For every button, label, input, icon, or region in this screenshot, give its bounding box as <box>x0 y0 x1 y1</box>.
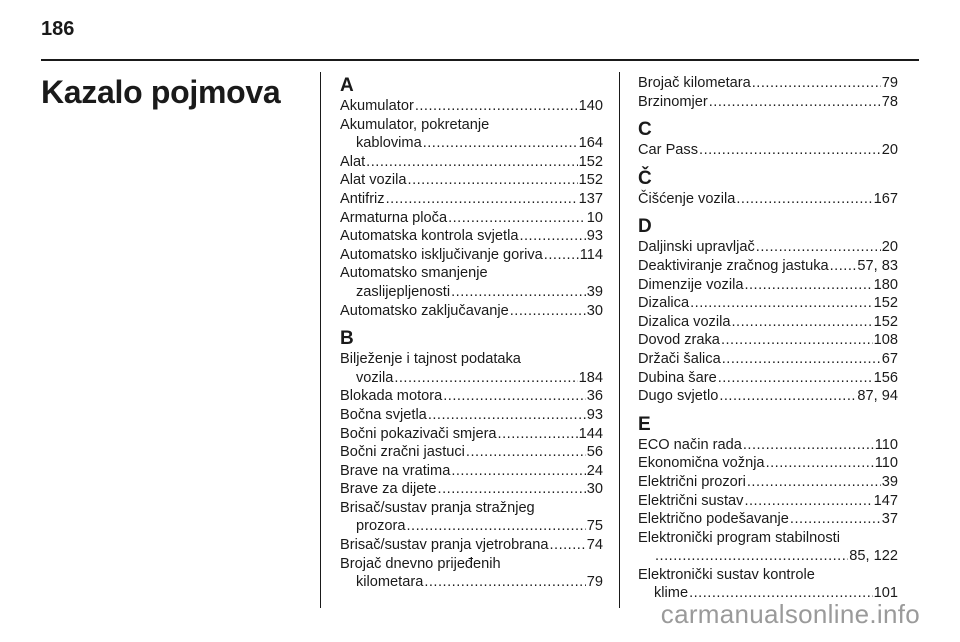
index-item <box>340 153 603 172</box>
entry-term: Brisač/sustav pranja stražnjeg <box>340 499 535 516</box>
leader-dots <box>438 480 586 499</box>
entry-page: 79 <box>586 574 603 591</box>
index-item <box>340 499 603 536</box>
entry-page: 39 <box>586 283 603 300</box>
leader-dots <box>744 276 872 295</box>
index-entry <box>340 283 603 302</box>
index-item <box>638 141 898 160</box>
entry-page: 137 <box>578 190 603 207</box>
leader-dots <box>549 536 585 555</box>
index-entry <box>340 97 603 116</box>
index-entry <box>638 313 898 332</box>
leader-dots <box>655 547 848 566</box>
index-entry <box>340 387 603 406</box>
index-entry <box>638 492 898 511</box>
leader-dots <box>721 331 873 350</box>
section-letter: D <box>638 216 652 238</box>
entry-page: 20 <box>881 142 898 159</box>
entry-term: Antifriz <box>340 190 385 207</box>
leader-dots <box>719 387 856 406</box>
entry-term: Elektronički sustav kontrole <box>638 566 815 583</box>
entry-page: 110 <box>874 436 898 453</box>
entry-term: Akumulator <box>340 98 414 114</box>
entry-term: Elektronički program stabilnosti <box>638 529 840 546</box>
entry-page: 30 <box>586 481 603 498</box>
index-entry <box>340 425 603 444</box>
index-group <box>638 414 898 603</box>
entry-term: Automatsko smanjenje <box>340 265 488 282</box>
leader-dots <box>790 510 881 529</box>
leader-dots <box>498 425 578 444</box>
index-entry <box>638 566 898 585</box>
index-entry <box>638 74 898 93</box>
index-entry <box>638 190 898 209</box>
entry-page: 57, 83 <box>857 257 898 274</box>
entry-term: ECO način rada <box>638 436 742 453</box>
index-entry <box>340 406 603 425</box>
leader-dots <box>451 462 585 481</box>
leader-dots <box>406 517 585 536</box>
index-entry <box>340 517 603 536</box>
index-entry <box>638 238 898 257</box>
entry-page: 78 <box>881 93 898 110</box>
leader-dots <box>766 454 874 473</box>
entry-term: Ekonomična vožnja <box>638 455 765 472</box>
entry-term: Čišćenje vozila <box>638 190 736 207</box>
index-column-1 <box>340 74 603 600</box>
column-divider <box>619 72 620 608</box>
index-entry <box>340 499 603 518</box>
leader-dots <box>423 134 578 153</box>
index-item <box>638 331 898 350</box>
leader-dots <box>752 74 881 93</box>
leader-dots <box>415 97 578 116</box>
index-item <box>638 313 898 332</box>
index-entry <box>638 141 898 160</box>
index-item <box>340 555 603 592</box>
index-entry <box>340 209 603 228</box>
index-item <box>340 97 603 116</box>
index-item <box>340 227 603 246</box>
entry-page: 75 <box>586 518 603 535</box>
index-entry <box>638 350 898 369</box>
leader-dots <box>747 473 881 492</box>
leader-dots <box>743 436 874 455</box>
section-letter: C <box>638 119 652 141</box>
index-item <box>638 387 898 406</box>
entry-page: 20 <box>881 239 898 256</box>
leader-dots <box>443 387 586 406</box>
entry-page: 110 <box>874 455 898 472</box>
index-item <box>340 480 603 499</box>
index-item <box>340 536 603 555</box>
entry-term: Dimenzije vozila <box>638 276 744 293</box>
entry-page: 37 <box>881 511 898 528</box>
index-item <box>340 116 603 153</box>
entry-term: Automatska kontrola svjetla <box>340 228 519 245</box>
index-item <box>340 190 603 209</box>
entry-term: Dubina šare <box>638 369 717 386</box>
index-item <box>340 264 603 301</box>
leader-dots <box>424 573 585 592</box>
index-item <box>340 425 603 444</box>
leader-dots <box>510 302 586 321</box>
leader-dots <box>699 141 881 160</box>
index-entry <box>340 573 603 592</box>
section-letter: B <box>340 328 354 350</box>
index-entry <box>340 227 603 246</box>
entry-term: Automatsko zaključavanje <box>340 302 509 319</box>
index-entry <box>638 387 898 406</box>
index-entry <box>340 480 603 499</box>
entry-term: Električni sustav <box>638 492 744 509</box>
entry-page: 10 <box>586 209 603 226</box>
entry-page: 101 <box>873 585 898 602</box>
entry-term: kablovima <box>356 135 422 152</box>
entry-page: 108 <box>873 332 898 349</box>
index-entry <box>340 264 603 283</box>
index-entry <box>638 331 898 350</box>
leader-dots <box>386 190 578 209</box>
entry-page: 79 <box>881 75 898 91</box>
entry-page: 39 <box>881 473 898 490</box>
entry-page: 36 <box>586 388 603 405</box>
index-entry <box>340 116 603 135</box>
index-item <box>340 350 603 387</box>
leader-dots <box>428 406 586 425</box>
entry-page: 144 <box>578 425 603 442</box>
watermark: carmanualsonline.info <box>660 599 920 629</box>
index-item <box>638 510 898 529</box>
entry-term: Brave za dijete <box>340 481 437 498</box>
index-group <box>340 75 603 320</box>
index-item <box>638 529 898 566</box>
index-entry <box>638 294 898 313</box>
entry-term: zaslijepljenosti <box>356 283 451 300</box>
index-group <box>340 328 603 592</box>
index-entry <box>638 547 898 566</box>
index-item <box>638 436 898 455</box>
leader-dots <box>830 257 857 276</box>
entry-term: Dizalica vozila <box>638 313 731 330</box>
entry-page: 152 <box>873 313 898 330</box>
index-entry <box>638 93 898 112</box>
leader-dots <box>451 283 586 302</box>
index-item <box>340 406 603 425</box>
index-item <box>638 190 898 209</box>
entry-page: 164 <box>578 135 603 152</box>
index-group <box>638 74 898 111</box>
entry-term: Električno podešavanje <box>638 511 789 528</box>
entry-term: Armaturna ploča <box>340 209 448 226</box>
index-item <box>638 566 898 603</box>
index-entry <box>340 246 603 265</box>
index-entry <box>638 436 898 455</box>
index-item <box>638 74 898 93</box>
entry-term: Bočna svjetla <box>340 406 427 423</box>
page-title: Kazalo pojmova <box>41 74 281 110</box>
index-group <box>638 119 898 160</box>
leader-dots <box>408 171 578 190</box>
index-item <box>638 492 898 511</box>
entry-term: kilometara <box>356 574 424 591</box>
index-entry <box>340 462 603 481</box>
entry-term: Držači šalica <box>638 350 721 367</box>
leader-dots <box>544 246 579 265</box>
entry-page: 93 <box>586 228 603 245</box>
index-entry <box>340 369 603 388</box>
leader-dots <box>736 190 872 209</box>
index-entry <box>340 350 603 369</box>
index-column-2 <box>638 74 898 611</box>
index-item <box>638 473 898 492</box>
entry-term: Brojač kilometara <box>638 75 751 91</box>
column-divider <box>320 72 321 608</box>
entry-term: Dizalica <box>638 295 690 312</box>
section-letter: E <box>638 413 651 435</box>
page-number: 186 <box>41 18 75 40</box>
entry-term: Brave na vratima <box>340 462 451 479</box>
entry-term: Bilježenje i tajnost podataka <box>340 351 521 368</box>
index-entry <box>638 454 898 473</box>
entry-page: 152 <box>578 153 603 170</box>
entry-page: 24 <box>586 462 603 479</box>
entry-page: 152 <box>873 295 898 312</box>
entry-page: 180 <box>873 276 898 293</box>
entry-page: 147 <box>873 492 898 509</box>
index-entry <box>638 510 898 529</box>
index-entry <box>340 302 603 321</box>
index-item <box>638 454 898 473</box>
entry-term: Električni prozori <box>638 473 746 490</box>
entry-term: vozila <box>356 369 394 386</box>
entry-page: 156 <box>873 369 898 386</box>
entry-page: 85, 122 <box>849 548 898 565</box>
leader-dots <box>756 238 881 257</box>
index-item <box>340 387 603 406</box>
index-item <box>340 302 603 321</box>
index-entry <box>340 443 603 462</box>
leader-dots <box>690 294 873 313</box>
entry-page: 167 <box>873 190 898 207</box>
index-item <box>638 238 898 257</box>
entry-term: Blokada motora <box>340 388 443 405</box>
index-entry <box>340 555 603 574</box>
index-item <box>340 246 603 265</box>
leader-dots <box>709 93 881 112</box>
index-entry <box>340 171 603 190</box>
index-item <box>638 257 898 276</box>
leader-dots <box>519 227 585 246</box>
index-item <box>638 369 898 388</box>
section-letter: Č <box>638 167 652 189</box>
entry-term: Dovod zraka <box>638 332 720 349</box>
index-entry <box>638 473 898 492</box>
entry-page: 114 <box>579 246 603 263</box>
entry-term: klime <box>654 585 689 602</box>
entry-term: Bočni zračni jastuci <box>340 444 465 461</box>
entry-page: 30 <box>586 302 603 319</box>
entry-term: Brzinomjer <box>638 93 708 110</box>
index-group <box>638 168 898 209</box>
entry-page: 74 <box>586 537 603 554</box>
index-item <box>340 209 603 228</box>
header-rule <box>41 59 919 61</box>
index-group <box>638 216 898 405</box>
index-entry <box>340 134 603 153</box>
index-item <box>340 443 603 462</box>
index-entry <box>340 153 603 172</box>
entry-page: 67 <box>881 350 898 367</box>
entry-term: Alat <box>340 153 366 170</box>
index-entry <box>340 536 603 555</box>
leader-dots <box>731 313 872 332</box>
entry-term: Brisač/sustav pranja vjetrobrana <box>340 537 549 554</box>
index-entry <box>638 276 898 295</box>
leader-dots <box>718 369 873 388</box>
index-entry <box>638 529 898 548</box>
leader-dots <box>394 369 577 388</box>
index-entry <box>340 190 603 209</box>
entry-page: 93 <box>586 406 603 423</box>
index-item <box>638 93 898 112</box>
entry-term: Automatsko isključivanje goriva <box>340 246 543 263</box>
leader-dots <box>744 492 872 511</box>
entry-term: Dugo svjetlo <box>638 388 719 405</box>
entry-term: Daljinski upravljač <box>638 239 755 256</box>
entry-term: Bočni pokazivači smjera <box>340 425 497 442</box>
entry-term: Alat vozila <box>340 172 407 189</box>
entry-term: prozora <box>356 518 406 535</box>
leader-dots <box>448 209 586 228</box>
entry-page: 152 <box>578 172 603 189</box>
index-item <box>638 276 898 295</box>
entry-term: Car Pass <box>638 142 699 159</box>
index-entry <box>638 257 898 276</box>
entry-page: 184 <box>578 369 603 386</box>
entry-term: Deaktiviranje zračnog jastuka <box>638 257 829 274</box>
entry-page: 87, 94 <box>857 388 898 405</box>
index-item <box>340 462 603 481</box>
index-item <box>340 171 603 190</box>
entry-page: 56 <box>586 444 603 461</box>
entry-term: Akumulator, pokretanje <box>340 116 490 133</box>
leader-dots <box>466 443 586 462</box>
leader-dots <box>722 350 881 369</box>
leader-dots <box>366 153 577 172</box>
index-item <box>638 350 898 369</box>
entry-page: 140 <box>578 98 603 114</box>
index-entry <box>638 369 898 388</box>
index-item <box>638 294 898 313</box>
entry-term: Brojač dnevno prijeđenih <box>340 555 501 572</box>
section-letter: A <box>340 75 354 96</box>
